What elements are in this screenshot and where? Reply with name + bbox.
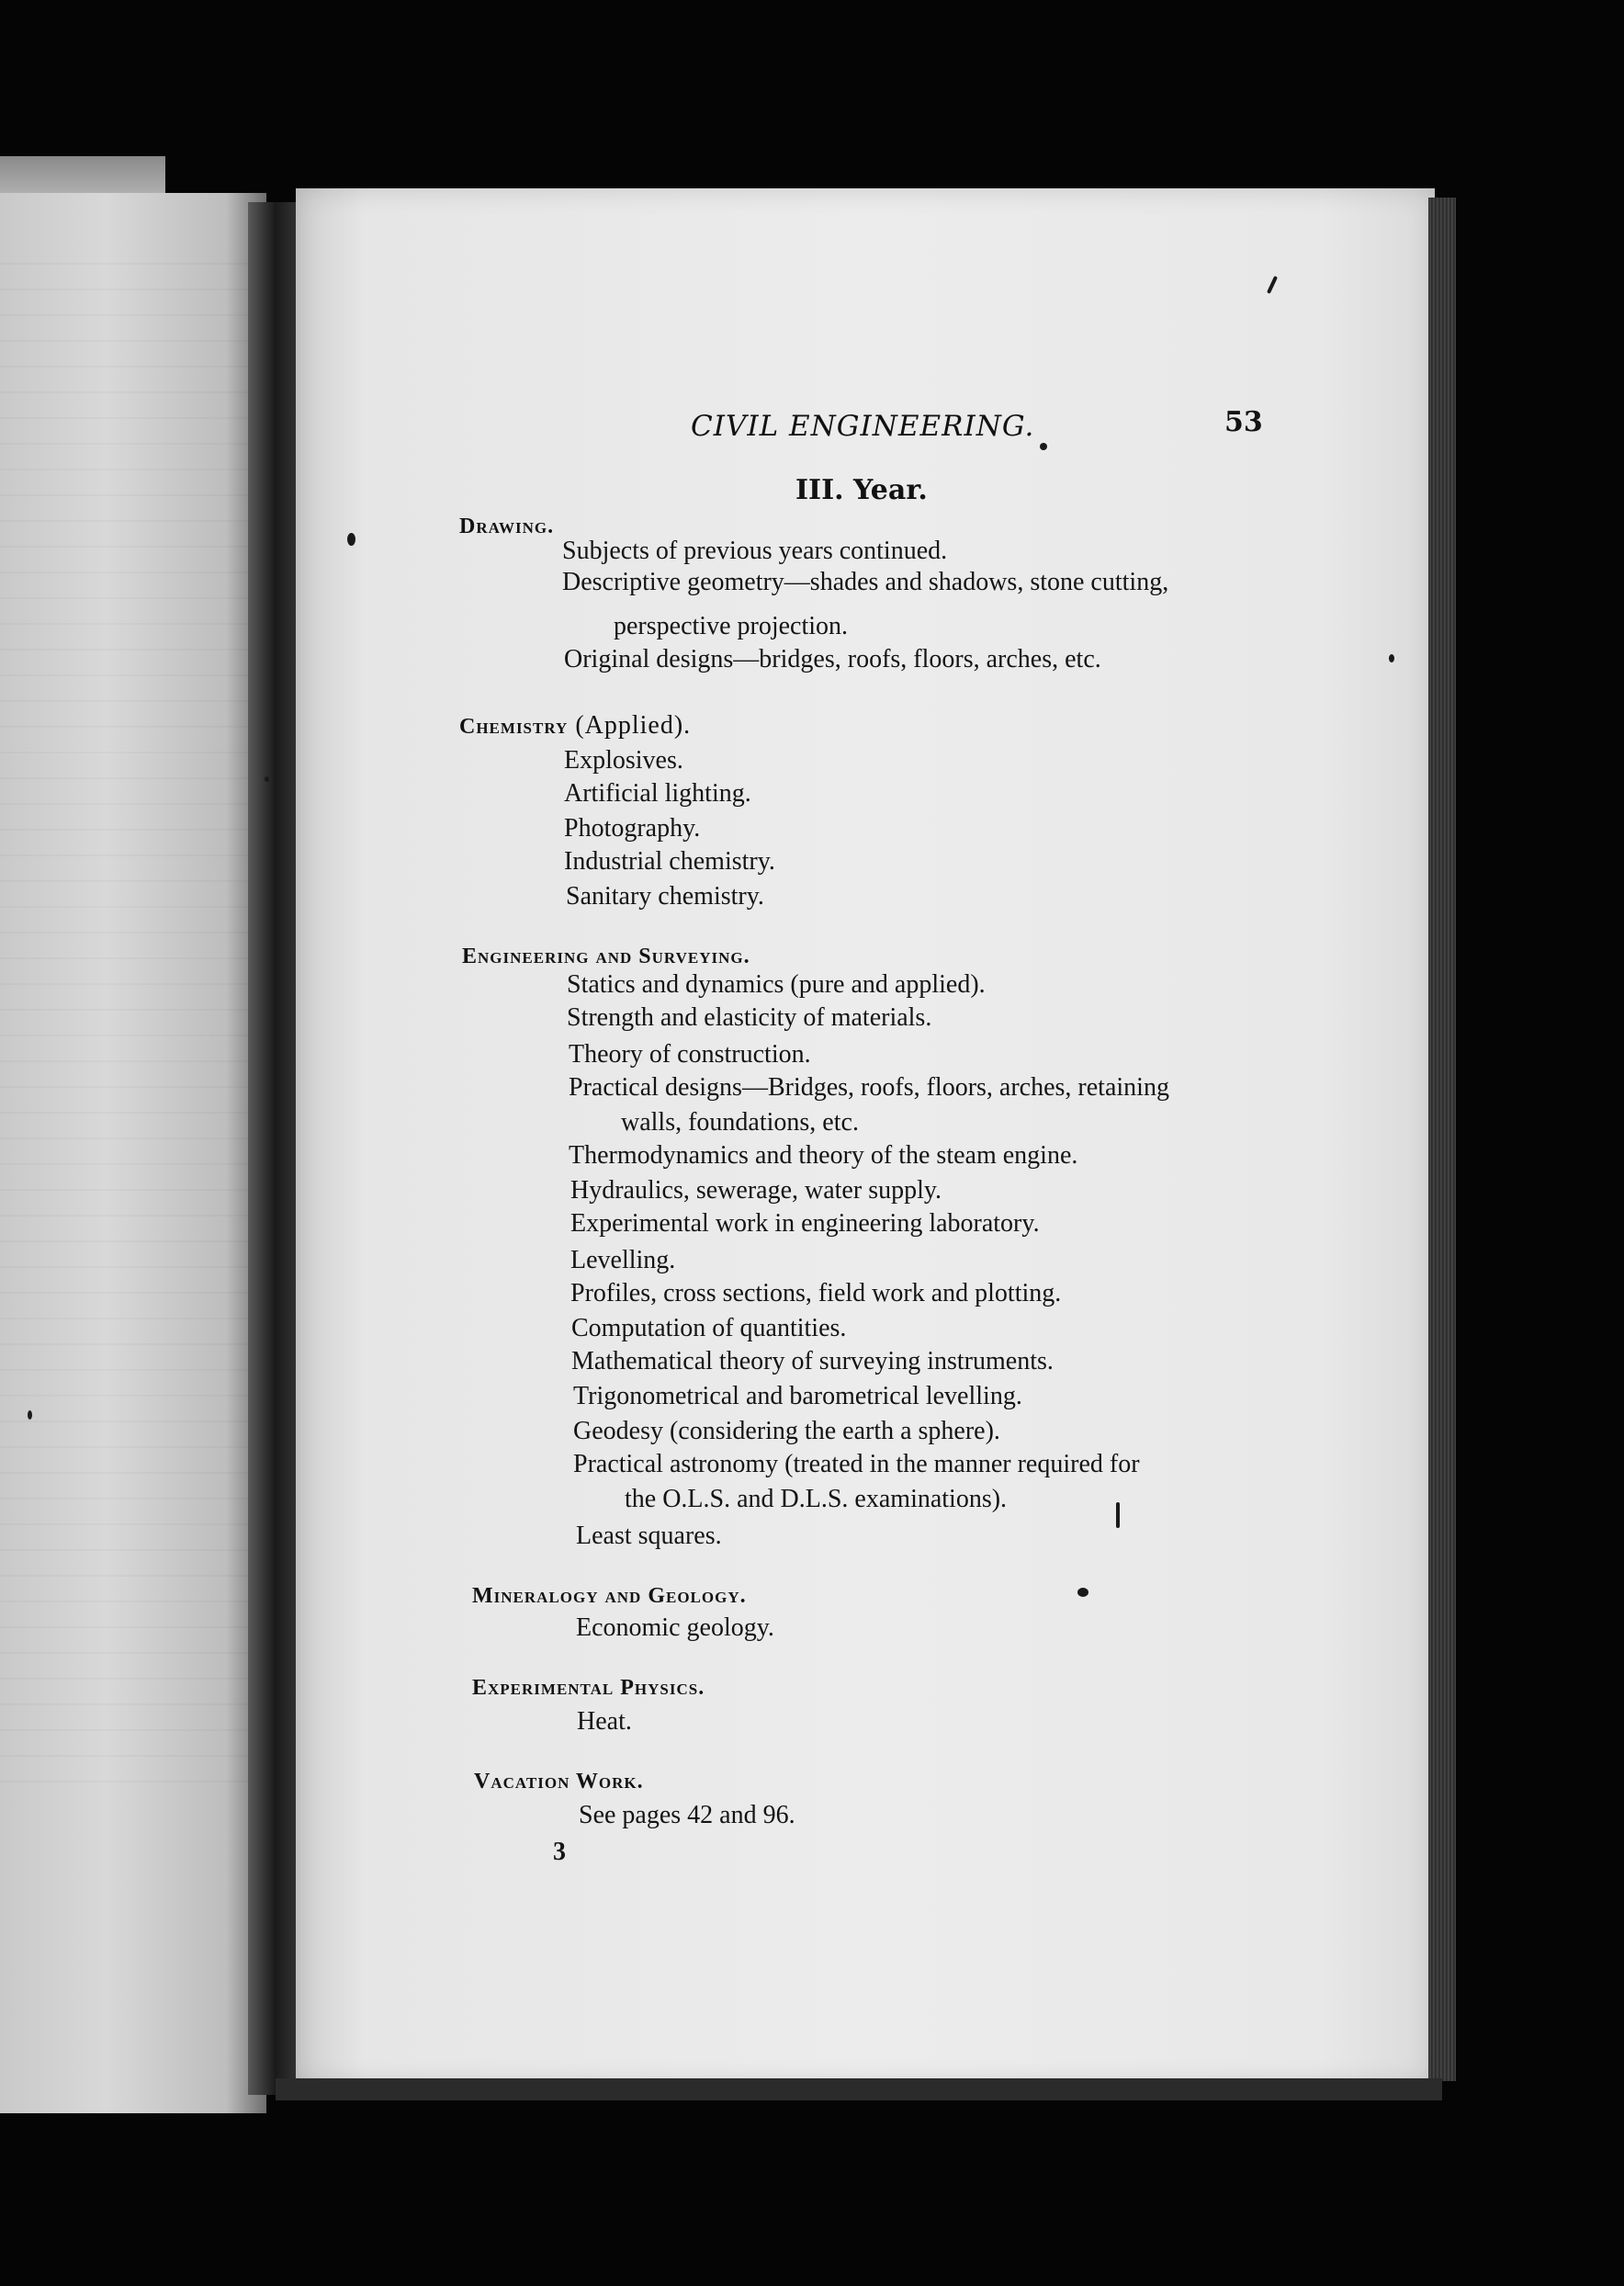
list-item: perspective projection. [614, 612, 849, 640]
list-item: Hydraulics, sewerage, water supply. [570, 1176, 942, 1205]
section-heading-drawing [459, 511, 554, 540]
list-item: Trigonometrical and barometrical levelling. [573, 1382, 1022, 1410]
list-item: Original designs—bridges, roofs, floors, arches, etc. [564, 645, 1101, 673]
list-item: Thermodynamics and theory of the steam engine. [569, 1141, 1078, 1170]
list-item: Explosives. [564, 746, 683, 775]
list-item: Descriptive geometry—shades and shadows, stone cutting, [562, 568, 1169, 596]
list-item: Practical astronomy (treated in the manner required for [573, 1450, 1140, 1478]
section-heading-label: Engineering and Surveying. [462, 945, 750, 968]
list-item: Sanitary chemistry. [566, 882, 764, 911]
scan-speck [28, 1410, 32, 1420]
section-heading-chemistry [459, 711, 691, 741]
scan-speck [1040, 443, 1047, 450]
right-page [296, 188, 1435, 2086]
section-heading-label: Drawing. [459, 515, 555, 538]
section-heading-suffix: (Applied). [568, 711, 692, 740]
book-gutter [248, 202, 303, 2095]
list-item: Computation of quantities. [571, 1314, 847, 1342]
list-item: Least squares. [576, 1522, 722, 1550]
list-item: Levelling. [570, 1246, 676, 1274]
scan-speck [1077, 1588, 1088, 1597]
list-item: Photography. [564, 814, 701, 843]
scan-speck [1116, 1502, 1120, 1528]
section-heading-label: Mineralogy and Geology. [472, 1584, 747, 1608]
section-heading-mineralogy-and-geology [472, 1580, 747, 1610]
section-heading-engineering-and-surveying [462, 941, 750, 970]
list-item: Mathematical theory of surveying instruments. [571, 1347, 1054, 1375]
list-item: Artificial lighting. [564, 779, 751, 808]
list-item: walls, foundations, etc. [621, 1108, 859, 1137]
scan-speck [1389, 654, 1394, 662]
list-item: Experimental work in engineering laboratory. [570, 1209, 1040, 1238]
list-item: Practical designs—Bridges, roofs, floors, arches, retaining [569, 1073, 1169, 1102]
year-heading: III. Year. [795, 474, 928, 506]
page-number: 53 [1224, 406, 1263, 438]
list-item: Subjects of previous years continued. [562, 537, 948, 565]
list-item: Profiles, cross sections, field work and plotting. [570, 1279, 1062, 1307]
list-item: Statics and dynamics (pure and applied). [567, 970, 986, 999]
scan-speck [347, 533, 355, 546]
list-item: See pages 42 and 96. [579, 1801, 795, 1829]
section-heading-vacation-work [474, 1766, 644, 1795]
list-item: Strength and elasticity of materials. [567, 1003, 932, 1032]
list-item: Economic geology. [576, 1613, 774, 1642]
list-item: Geodesy (considering the earth a sphere). [573, 1417, 1000, 1445]
section-heading-label: Vacation Work. [474, 1770, 644, 1794]
running-head: CIVIL ENGINEERING. [691, 410, 1035, 443]
section-heading-experimental-physics [472, 1672, 705, 1702]
page-bottom-edge [276, 2078, 1442, 2100]
section-heading-label: Chemistry [459, 715, 569, 739]
signature-mark: 3 [553, 1838, 566, 1866]
list-item: Industrial chemistry. [564, 847, 775, 876]
scan-speck [265, 776, 269, 782]
list-item: Heat. [577, 1707, 632, 1736]
section-heading-label: Experimental Physics. [472, 1676, 705, 1700]
page-edges [1428, 198, 1456, 2081]
left-page-bleed-lines [0, 239, 248, 1801]
list-item: the O.L.S. and D.L.S. examinations). [625, 1485, 1008, 1513]
list-item: Theory of construction. [569, 1040, 811, 1069]
